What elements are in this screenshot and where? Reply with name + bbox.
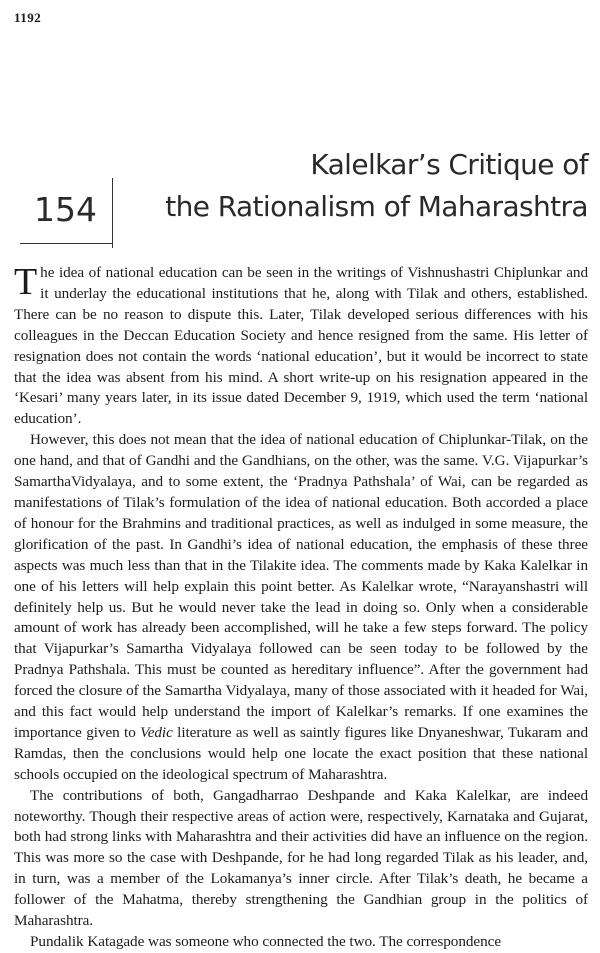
- paragraph-2-text-b: literature as well as saintly figures like Dnyaneshwar, Tukaram and Ramdas, then the conclusions would help one locate the exact position that these national schools occupied on the ideological spectrum of Maharashtra.: [14, 723, 588, 783]
- chapter-header: [0, 138, 600, 250]
- emphasis-vedic: Vedic: [140, 723, 173, 741]
- chapter-rule: [20, 243, 112, 244]
- paragraph-4: Pundalik Katagade was someone who connected the two. The correspondence: [30, 933, 502, 950]
- paragraph-2: [14, 430, 588, 785]
- chapter-title: [165, 144, 588, 228]
- page-number: 1192: [14, 10, 42, 25]
- body-text: [14, 263, 588, 953]
- paragraph-2-text-a: However, this does not mean that the idea of national education of Chiplunkar-Tilak, on the one hand, and that of Gandhi and the Gandhians, on the other, was the same. V.G. Vijapurkar’s SamarthaVidyalaya, and to some extent, the ‘Pradnya Pathshala’ of Wai, can be regarded as manifestations of Tilak’s formulation of the idea of national education. Both accorded a place of honour for the Brahmins and traditional practices, as well as indulged in some measure, the glorification of the past. In Gandhi’s idea of national education, the emphasis of these three aspects was much less than that in the Tilakite idea. The comments made by Kaka Kalelkar in one of his letters will help explain this point better. As Kalelkar wrote, “Narayanshastri will definitely help us. But he would never take the lead in doing so. Only when a considerable amount of work has already been accomplished, will he take a few steps forward. The policy that Vijapurkar’s Samartha Vidyalaya followed can be seen today to be followed by the Pradnya Pathshala. This must be counted as hereditary influence”. After the government had forced the closure of the Samartha Vidyalaya, many of those associated with it headed for Wai, and this fact would help understand the import of Kalelkar’s remarks. If one examines the importance given to: [14, 431, 588, 741]
- chapter-title-line-2: the Rationalism of Maharashtra: [165, 190, 588, 223]
- paragraph-1: [14, 263, 588, 430]
- drop-cap: T: [14, 261, 38, 303]
- chapter-divider: [112, 178, 113, 248]
- paragraph-3: The contributions of both, Gangadharrao Deshpande and Kaka Kalelkar, are indeed noteworthy. Though their respective areas of action were, respectively, Karnataka and Gujarat, both had strong links with Maharashtra and their activities did have an influence on the region. This was more so the case with Deshpande, for he had long regarded Tilak as his leader, and, in turn, was a member of the Lokamanya’s inner circle. After Tilak’s death, he became a follower of the Mahatma, thereby strengthening the Gandhian group in the politics of Maharashtra.: [14, 786, 588, 930]
- chapter-number: 154: [34, 190, 97, 229]
- chapter-title-line-1: Kalelkar’s Critique of: [310, 148, 588, 181]
- paragraph-1-text: he idea of national education can be seen in the writings of Vishnushastri Chiplunkar and it underlay the educational institutions that he, along with Tilak and others, established. There can be no reason to dispute this. Later, Tilak developed serious differences with his colleagues in the Deccan Education Society and hence resigned from the same. His letter of resignation does not contain the words ‘national education’, but it would be incorrect to state that the idea was absent from his mind. A short write-up on his resignation appeared in the ‘Kesari’ many years later, in its issue dated December 9, 1919, which used the term ‘national education’.: [14, 264, 588, 428]
